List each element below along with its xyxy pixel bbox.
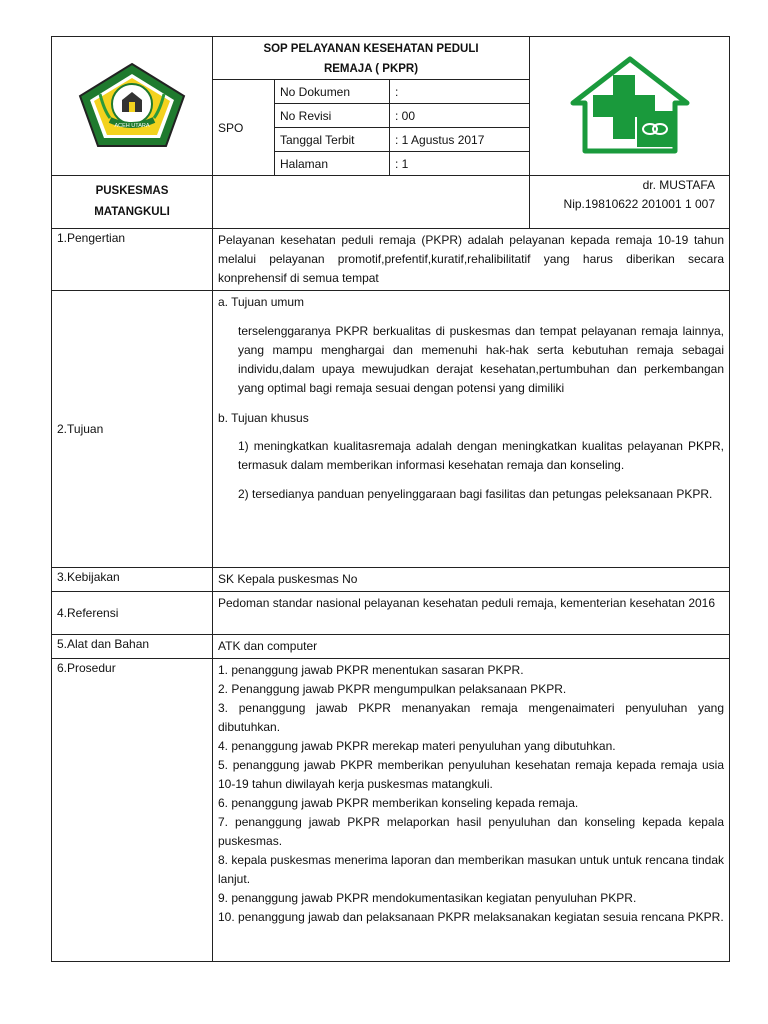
tujuan-a-title: a. Tujuan umum (218, 295, 305, 309)
row-referensi (52, 592, 730, 635)
signature-block (530, 176, 730, 229)
meta-value-no-dokumen: : (390, 80, 530, 104)
tujuan-a-text: terselenggaranya PKPR berkualitas di puskesmas dan tempat pelayanan remaja lainnya, yang mampu menghargai dan memenuhi hak-hak serta kebutuhan remaja sebagai individu,dalam upaya mewujudkan derajat kesehatan,pertumbuhan dan perkembangan yang optimal bagi remaja sesuai dengan potensi yang dimiliki (238, 324, 724, 395)
prosedur-step-8: 8. kepala puskesmas menerima laporan dan memberikan masukan untuk untuk rencana tindak lanjut. (218, 853, 724, 886)
meta-value-halaman: : 1 (390, 152, 530, 176)
empty-center-cell (213, 176, 530, 229)
label-pengertian: 1.Pengertian (52, 229, 213, 291)
header-table (51, 36, 730, 229)
prosedur-step-2: 2. Penanggung jawab PKPR mengumpulkan pelaksanaan PKPR. (218, 682, 567, 696)
pengertian-paragraph: Pelayanan kesehatan peduli remaja (PKPR) adalah pelayanan kepada remaja 10-19 tahun melalui pelayanan promotif,prefentif,kuratif,rehalibilitatif yang harus diberikan secara konprehensif di semua tempat (218, 233, 724, 285)
meta-label-tanggal-terbit: Tanggal Terbit (275, 128, 390, 152)
label-referensi: 4.Referensi (52, 592, 213, 635)
sop-document (51, 36, 729, 962)
row-pengertian (52, 229, 730, 291)
document-title (213, 37, 530, 80)
prosedur-step-5: 5. penanggung jawab PKPR memberikan penyuluhan kesehatan remaja kepada remaja usia 10-19 tahun diwilayah kerja puskesmas matangkuli. (218, 758, 724, 791)
text-tujuan (213, 291, 730, 568)
referensi-paragraph: Pedoman standar nasional pelayanan kesehatan peduli remaja, kementerian kesehatan 2016 (218, 596, 716, 610)
meta-label-no-revisi: No Revisi (275, 104, 390, 128)
text-pengertian (213, 229, 730, 291)
puskesmas-line-2: MATANGKULI (94, 206, 170, 218)
text-referensi (213, 592, 730, 635)
aceh-utara-logo-icon (76, 60, 188, 150)
tujuan-b1: 1) meningkatkan kualitasremaja adalah dengan meningkatkan kualitas pelayanan PKPR, termasuk dalam memberikan informasi kesehatan remaja dan konseling. (238, 439, 724, 472)
prosedur-step-10: 10. penanggung jawab dan pelaksanaan PKPR melaksanakan kegiatan sesuia rencana PKPR. (218, 910, 724, 924)
prosedur-step-7: 7. penanggung jawab PKPR melaporkan hasil penyuluhan dan konseling kepada kepala puskesmas. (218, 815, 724, 848)
text-alat: ATK dan computer (213, 635, 730, 659)
left-logo-cell (52, 37, 213, 176)
meta-value-tanggal-terbit: : 1 Agustus 2017 (390, 128, 530, 152)
puskesmas-line-1: PUSKESMAS (95, 185, 169, 197)
signer-nip: Nip.19810622 201001 1 007 (563, 197, 716, 211)
spo-label: SPO (213, 80, 275, 176)
right-logo-cell (530, 37, 730, 176)
label-alat: 5.Alat dan Bahan (52, 635, 213, 659)
meta-value-no-revisi: : 00 (390, 104, 530, 128)
logo-left-text: ACEH UTARA (114, 122, 150, 129)
puskesmas-logo-icon (565, 55, 695, 155)
signer-name: dr. MUSTAFA (642, 178, 716, 192)
title-line-1: SOP PELAYANAN KESEHATAN PEDULI (263, 43, 479, 55)
text-prosedur (213, 659, 730, 962)
row-tujuan (52, 291, 730, 568)
body-table (51, 228, 730, 962)
puskesmas-name (52, 176, 213, 229)
label-kebijakan: 3.Kebijakan (52, 568, 213, 592)
label-tujuan: 2.Tujuan (52, 291, 213, 568)
title-line-2: REMAJA ( PKPR) (323, 63, 419, 75)
meta-label-halaman: Halaman (275, 152, 390, 176)
prosedur-step-6: 6. penanggung jawab PKPR memberikan konseling kepada remaja. (218, 796, 579, 810)
row-kebijakan (52, 568, 730, 592)
row-alat (52, 635, 730, 659)
label-prosedur: 6.Prosedur (52, 659, 213, 962)
prosedur-step-1: 1. penanggung jawab PKPR menentukan sasaran PKPR. (218, 663, 524, 677)
prosedur-step-9: 9. penanggung jawab PKPR mendokumentasikan kegiatan penyuluhan PKPR. (218, 891, 637, 905)
tujuan-b2: 2) tersedianya panduan penyelinggaraan bagi fasilitas dan petungas peleksanaan PKPR. (238, 487, 713, 501)
text-kebijakan: SK Kepala puskesmas No (213, 568, 730, 592)
row-prosedur (52, 659, 730, 962)
tujuan-b-title: b. Tujuan khusus (218, 411, 309, 425)
meta-label-no-dokumen: No Dokumen (275, 80, 390, 104)
prosedur-step-4: 4. penanggung jawab PKPR merekap materi penyuluhan yang dibutuhkan. (218, 739, 616, 753)
prosedur-step-3: 3. penanggung jawab PKPR menanyakan remaja mengenaimateri penyuluhan yang dibutuhkan. (218, 701, 724, 734)
